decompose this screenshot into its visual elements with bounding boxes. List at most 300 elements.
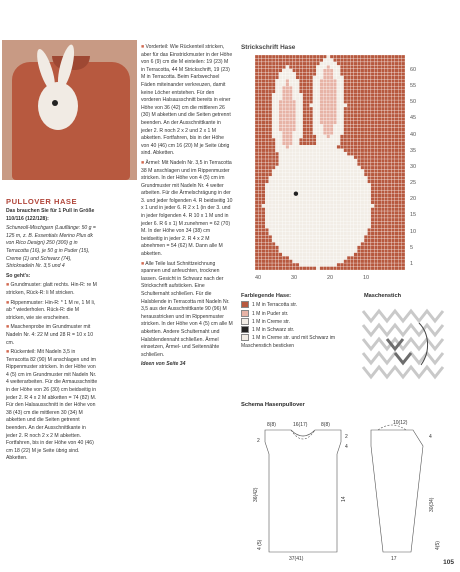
chart-cell xyxy=(303,253,306,256)
chart-cell xyxy=(354,159,357,162)
chart-cell xyxy=(327,124,330,127)
chart-cell xyxy=(337,187,340,190)
chart-cell xyxy=(258,135,261,138)
chart-cell xyxy=(374,246,377,249)
chart-cell xyxy=(402,65,405,68)
chart-cell xyxy=(279,169,282,172)
chart-cell xyxy=(378,55,381,58)
chart-cell xyxy=(316,156,319,159)
chart-cell xyxy=(289,246,292,249)
chart-cell xyxy=(398,201,401,204)
chart-cell xyxy=(385,138,388,141)
chart-cell xyxy=(306,232,309,235)
chart-cell xyxy=(385,117,388,120)
chart-cell xyxy=(364,76,367,79)
chart-cell xyxy=(258,232,261,235)
chart-cell xyxy=(293,62,296,65)
chart-cell xyxy=(262,93,265,96)
chart-cell xyxy=(269,149,272,152)
chart-cell xyxy=(310,260,313,263)
chart-cell xyxy=(340,131,343,134)
chart-cell xyxy=(381,107,384,110)
chart-cell xyxy=(398,117,401,120)
chart-cell xyxy=(364,104,367,107)
chart-cell xyxy=(357,218,360,221)
chart-cell xyxy=(265,117,268,120)
chart-cell xyxy=(262,124,265,127)
chart-cell xyxy=(398,204,401,207)
chart-cell xyxy=(310,156,313,159)
chart-cell xyxy=(323,228,326,231)
chart-cell xyxy=(344,149,347,152)
chart-cell xyxy=(350,55,353,58)
chart-cell xyxy=(289,110,292,113)
chart-cell xyxy=(402,221,405,224)
chart-cell xyxy=(364,197,367,200)
chart-cell xyxy=(337,253,340,256)
chart-cell xyxy=(361,128,364,131)
chart-cell xyxy=(361,93,364,96)
chart-cell xyxy=(310,235,313,238)
chart-cell xyxy=(306,221,309,224)
chart-cell xyxy=(364,149,367,152)
chart-cell xyxy=(381,176,384,179)
chart-cell xyxy=(364,79,367,82)
chart-cell xyxy=(344,201,347,204)
chart-cell xyxy=(381,218,384,221)
chart-cell xyxy=(357,76,360,79)
chart-cell xyxy=(306,249,309,252)
chart-cell xyxy=(395,121,398,124)
chart-cell xyxy=(388,263,391,266)
chart-cell xyxy=(306,124,309,127)
chart-cell xyxy=(385,201,388,204)
chart-cell xyxy=(323,100,326,103)
chart-cell xyxy=(350,69,353,72)
chart-cell xyxy=(357,169,360,172)
chart-cell xyxy=(388,225,391,228)
chart-cell xyxy=(258,242,261,245)
chart-cell xyxy=(327,62,330,65)
chart-cell xyxy=(330,135,333,138)
chart-cell xyxy=(368,69,371,72)
chart-cell xyxy=(361,242,364,245)
chart-cell xyxy=(368,242,371,245)
chart-cell xyxy=(323,260,326,263)
chart-cell xyxy=(299,159,302,162)
chart-cell xyxy=(374,90,377,93)
chart-cell xyxy=(344,253,347,256)
chart-cell xyxy=(296,204,299,207)
chart-cell xyxy=(347,225,350,228)
chart-cell xyxy=(381,97,384,100)
chart-cell xyxy=(279,246,282,249)
chart-cell xyxy=(330,260,333,263)
chart-cell xyxy=(344,239,347,242)
chart-cell xyxy=(255,221,258,224)
chart-cell xyxy=(368,176,371,179)
chart-cell xyxy=(395,107,398,110)
chart-cell xyxy=(374,79,377,82)
chart-cell xyxy=(374,194,377,197)
chart-cell xyxy=(361,173,364,176)
chart-cell xyxy=(289,249,292,252)
chart-cell xyxy=(262,211,265,214)
chart-cell xyxy=(275,169,278,172)
chart-cell xyxy=(282,173,285,176)
chart-cell xyxy=(293,187,296,190)
chart-cell xyxy=(255,76,258,79)
chart-cell xyxy=(282,114,285,117)
chart-cell xyxy=(368,72,371,75)
chart-cell xyxy=(381,232,384,235)
chart-cell xyxy=(265,173,268,176)
chart-cell xyxy=(357,225,360,228)
chart-cell xyxy=(258,76,261,79)
chart-cell xyxy=(282,176,285,179)
chart-cell xyxy=(282,128,285,131)
chart-cell xyxy=(255,62,258,65)
chart-cell xyxy=(255,176,258,179)
chart-cell xyxy=(347,256,350,259)
chart-cell xyxy=(316,90,319,93)
chart-cell xyxy=(306,235,309,238)
chart-cell xyxy=(344,76,347,79)
chart-cell xyxy=(286,149,289,152)
chart-cell xyxy=(313,235,316,238)
chart-cell xyxy=(327,173,330,176)
chart-cell xyxy=(330,215,333,218)
chart-cell xyxy=(388,62,391,65)
chart-cell xyxy=(262,235,265,238)
chart-cell xyxy=(354,246,357,249)
chart-cell xyxy=(320,197,323,200)
chart-cell xyxy=(303,128,306,131)
chart-cell xyxy=(368,204,371,207)
chart-cell xyxy=(265,263,268,266)
chart-cell xyxy=(306,194,309,197)
chart-cell xyxy=(368,235,371,238)
chart-cell xyxy=(330,180,333,183)
chart-cell xyxy=(368,190,371,193)
chart-cell xyxy=(320,267,323,270)
chart-cell xyxy=(371,62,374,65)
chart-cell xyxy=(350,100,353,103)
chart-cell xyxy=(269,263,272,266)
chart-cell xyxy=(310,208,313,211)
chart-cell xyxy=(286,62,289,65)
chart-cell xyxy=(357,260,360,263)
swatch-creme xyxy=(241,318,249,325)
chart-cell xyxy=(385,232,388,235)
knitting-chart xyxy=(255,55,405,270)
chart-cell xyxy=(282,62,285,65)
chart-cell xyxy=(262,145,265,148)
chart-cell xyxy=(293,107,296,110)
chart-cell xyxy=(330,218,333,221)
chart-cell xyxy=(402,58,405,61)
chart-cell xyxy=(395,232,398,235)
chart-cell xyxy=(347,79,350,82)
chart-cell xyxy=(340,117,343,120)
chart-cell xyxy=(344,97,347,100)
chart-cell xyxy=(262,183,265,186)
chart-cell xyxy=(385,69,388,72)
chart-cell xyxy=(357,235,360,238)
chart-cell xyxy=(388,114,391,117)
chart-cell xyxy=(258,152,261,155)
chart-cell xyxy=(402,104,405,107)
chart-cell xyxy=(313,183,316,186)
chart-cell xyxy=(337,107,340,110)
chart-cell xyxy=(350,249,353,252)
chart-cell xyxy=(357,159,360,162)
chart-cell xyxy=(282,263,285,266)
chart-cell xyxy=(398,93,401,96)
chart-cell xyxy=(262,117,265,120)
chart-cell xyxy=(320,76,323,79)
chart-cell xyxy=(402,256,405,259)
chart-cell xyxy=(340,100,343,103)
chart-cell xyxy=(289,263,292,266)
chart-cell xyxy=(350,183,353,186)
chart-cell xyxy=(316,110,319,113)
chart-cell xyxy=(340,190,343,193)
chart-cell xyxy=(286,197,289,200)
chart-cell xyxy=(323,121,326,124)
chart-cell xyxy=(371,97,374,100)
chart-cell xyxy=(371,246,374,249)
chart-cell xyxy=(306,187,309,190)
chart-cell xyxy=(269,117,272,120)
chart-cell xyxy=(354,256,357,259)
chart-cell xyxy=(347,145,350,148)
chart-cell xyxy=(378,187,381,190)
chart-cell xyxy=(327,253,330,256)
chart-cell xyxy=(269,166,272,169)
chart-cell xyxy=(391,228,394,231)
chart-cell xyxy=(357,190,360,193)
chart-cell xyxy=(354,194,357,197)
chart-cell xyxy=(255,163,258,166)
chart-cell xyxy=(337,110,340,113)
schema-label: 2 xyxy=(345,434,348,440)
chart-cell xyxy=(395,267,398,270)
chart-cell xyxy=(368,256,371,259)
chart-cell xyxy=(361,260,364,263)
chart-cell xyxy=(323,187,326,190)
chart-cell xyxy=(327,235,330,238)
chart-cell xyxy=(402,131,405,134)
chart-cell xyxy=(262,166,265,169)
chart-cell xyxy=(265,180,268,183)
chart-cell xyxy=(265,169,268,172)
chart-cell xyxy=(258,166,261,169)
chart-cell xyxy=(337,204,340,207)
chart-cell xyxy=(340,166,343,169)
chart-cell xyxy=(323,72,326,75)
chart-cell xyxy=(398,100,401,103)
chart-cell xyxy=(269,242,272,245)
page-number: 105 xyxy=(443,559,454,566)
chart-cell xyxy=(258,149,261,152)
chart-cell xyxy=(258,124,261,127)
chart-cell xyxy=(395,55,398,58)
chart-cell xyxy=(357,201,360,204)
chart-cell xyxy=(350,242,353,245)
chart-cell xyxy=(354,260,357,263)
chart-cell xyxy=(344,218,347,221)
chart-cell xyxy=(395,124,398,127)
chart-cell xyxy=(272,156,275,159)
chart-cell xyxy=(255,215,258,218)
chart-cell xyxy=(296,152,299,155)
chart-cell xyxy=(286,239,289,242)
chart-cell xyxy=(275,121,278,124)
chart-cell xyxy=(361,69,364,72)
chart-cell xyxy=(282,58,285,61)
chart-cell xyxy=(340,142,343,145)
chart-cell xyxy=(303,242,306,245)
chart-cell xyxy=(255,65,258,68)
chart-cell xyxy=(398,124,401,127)
chart-cell xyxy=(398,86,401,89)
chart-cell xyxy=(262,159,265,162)
chart-cell xyxy=(327,83,330,86)
chart-cell xyxy=(398,263,401,266)
chart-cell xyxy=(371,121,374,124)
chart-cell xyxy=(327,183,330,186)
chart-cell xyxy=(275,159,278,162)
chart-cell xyxy=(255,117,258,120)
chart-cell xyxy=(381,110,384,113)
chart-cell xyxy=(357,62,360,65)
chart-cell xyxy=(313,131,316,134)
chart-cell xyxy=(371,208,374,211)
chart-cell xyxy=(388,215,391,218)
chart-cell xyxy=(347,83,350,86)
chart-cell xyxy=(258,183,261,186)
chart-cell xyxy=(347,142,350,145)
chart-cell xyxy=(320,208,323,211)
chart-cell xyxy=(265,58,268,61)
chart-cell xyxy=(340,263,343,266)
chart-cell xyxy=(299,69,302,72)
chart-cell xyxy=(385,90,388,93)
chart-cell xyxy=(395,176,398,179)
chart-cell xyxy=(313,145,316,148)
chart-cell xyxy=(398,159,401,162)
chart-cell xyxy=(330,138,333,141)
chart-cell xyxy=(395,194,398,197)
chart-cell xyxy=(361,228,364,231)
chart-cell xyxy=(333,107,336,110)
chart-cell xyxy=(279,204,282,207)
chart-cell xyxy=(316,79,319,82)
chart-cell xyxy=(333,93,336,96)
chart-cell xyxy=(323,58,326,61)
chart-cell xyxy=(398,69,401,72)
chart-cell xyxy=(337,260,340,263)
chart-cell xyxy=(299,72,302,75)
chart-cell xyxy=(391,183,394,186)
chart-cell xyxy=(385,211,388,214)
chart-cell xyxy=(289,152,292,155)
chart-cell xyxy=(347,131,350,134)
chart-cell xyxy=(337,128,340,131)
chart-cell xyxy=(282,246,285,249)
chart-cell xyxy=(330,131,333,134)
schema-label: 14 xyxy=(341,496,347,502)
chart-cell xyxy=(269,253,272,256)
chart-cell xyxy=(361,211,364,214)
chart-cell xyxy=(262,110,265,113)
chart-cell xyxy=(378,246,381,249)
chart-cell xyxy=(293,204,296,207)
chart-cell xyxy=(282,190,285,193)
chart-cell xyxy=(255,256,258,259)
chart-cell xyxy=(310,183,313,186)
chart-cell xyxy=(293,104,296,107)
chart-cell xyxy=(354,149,357,152)
chart-cell xyxy=(265,135,268,138)
chart-cell xyxy=(333,263,336,266)
chart-cell xyxy=(364,260,367,263)
chart-cell xyxy=(378,142,381,145)
chart-cell xyxy=(371,176,374,179)
chart-cell xyxy=(350,173,353,176)
chart-cell xyxy=(299,239,302,242)
chart-cell xyxy=(289,145,292,148)
chart-cell xyxy=(381,201,384,204)
chart-cell xyxy=(354,79,357,82)
chart-cell xyxy=(388,163,391,166)
chart-cell xyxy=(364,208,367,211)
chart-cell xyxy=(310,163,313,166)
chart-cell xyxy=(279,97,282,100)
chart-cell xyxy=(320,131,323,134)
chart-cell xyxy=(364,235,367,238)
chart-cell xyxy=(265,100,268,103)
chart-cell xyxy=(381,249,384,252)
chart-cell xyxy=(306,142,309,145)
chart-cell xyxy=(310,218,313,221)
chart-cell xyxy=(293,128,296,131)
chart-cell xyxy=(303,246,306,249)
chart-cell xyxy=(272,242,275,245)
chart-cell xyxy=(289,208,292,211)
chart-cell xyxy=(306,76,309,79)
chart-cell xyxy=(378,124,381,127)
chart-cell xyxy=(347,253,350,256)
chart-cell xyxy=(371,55,374,58)
chart-cell xyxy=(347,204,350,207)
chart-cell xyxy=(402,263,405,266)
chart-cell xyxy=(381,90,384,93)
chart-cell xyxy=(388,260,391,263)
chart-cell xyxy=(378,86,381,89)
chart-cell xyxy=(265,260,268,263)
chart-cell xyxy=(327,142,330,145)
chart-cell xyxy=(402,211,405,214)
chart-cell xyxy=(299,93,302,96)
chart-cell xyxy=(327,201,330,204)
chart-cell xyxy=(323,107,326,110)
legend-item: 1 M in Creme str. xyxy=(241,318,351,326)
chart-cell xyxy=(361,187,364,190)
chart-cell xyxy=(286,131,289,134)
chart-cell xyxy=(299,211,302,214)
